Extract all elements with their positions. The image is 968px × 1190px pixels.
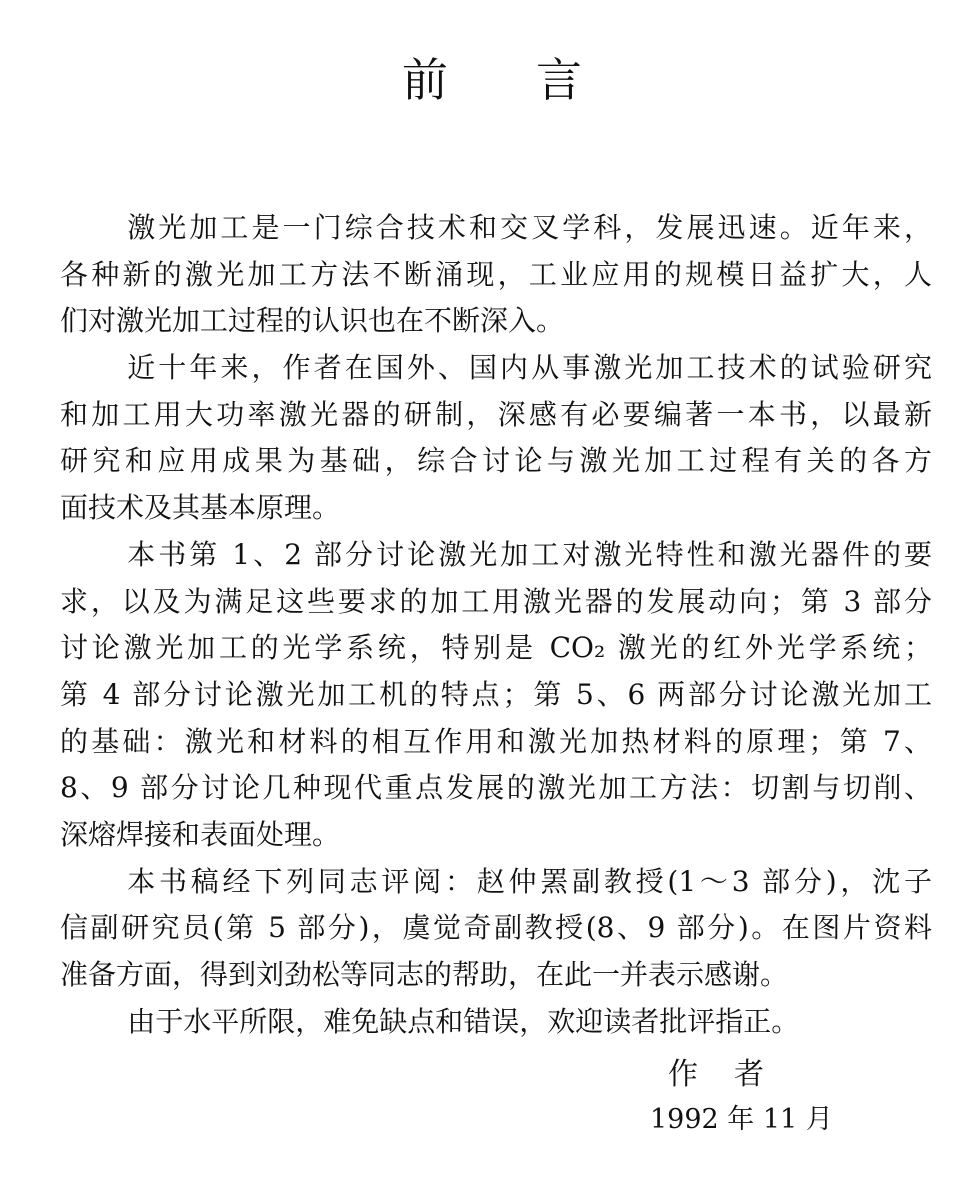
text-line: 讨论激光加工的光学系统，特别是 CO₂ 激光的红外光学系统； [60,631,932,665]
text-line: 信副研究员(第 5 部分)，虞觉奇副教授(8、9 部分)。在图片资料 [60,911,932,945]
text-line: 8、9 部分讨论几种现代重点发展的激光加工方法：切割与切削、 [60,771,932,805]
paragraph [60,999,932,1046]
author-signature: 作者 [668,1057,800,1092]
text-line: 们对激光加工过程的认识也在不断深入。 [60,304,565,338]
text-line: 和加工用大功率激光器的研制，深感有必要编著一本书，以最新 [60,397,932,431]
text-line: 本书第 1、2 部分讨论激光加工对激光特性和激光器件的要 [127,537,932,571]
preface-body [60,205,932,1045]
page-title: 前言 [402,53,670,107]
text-line: 求，以及为满足这些要求的加工用激光器的发展动向；第 3 部分 [60,584,932,618]
signature-date: 1992 年 11 月 [650,1104,833,1135]
text-line: 的基础：激光和材料的相互作用和激光加热材料的原理；第 7、 [60,724,932,758]
paragraph [60,859,932,999]
text-line: 面技术及其基本原理。 [60,491,341,525]
text-line: 研究和应用成果为基础，综合讨论与激光加工过程有关的各方 [60,444,932,478]
text-line: 本书稿经下列同志评阅：赵仲罴副教授(1～3 部分)，沈子 [127,864,932,898]
text-line: 第 4 部分讨论激光加工机的特点；第 5、6 两部分讨论激光加工 [60,677,932,711]
text-line: 近十年来，作者在国外、国内从事激光加工技术的试验研究 [127,351,932,385]
text-line: 准备方面，得到刘劲松等同志的帮助，在此一并表示感谢。 [60,958,789,991]
text-line: 深熔焊接和表面处理。 [60,817,341,851]
paragraph [60,205,932,345]
text-line: 激光加工是一门综合技术和交叉学科，发展迅速。近年来， [127,211,932,244]
paragraph [60,532,932,859]
text-line: 各种新的激光加工方法不断涌现，工业应用的规模日益扩大，人 [60,257,932,291]
text-line: 由于水平所限，难免缺点和错误，欢迎读者批评指正。 [127,1004,800,1038]
paragraph [60,345,932,532]
